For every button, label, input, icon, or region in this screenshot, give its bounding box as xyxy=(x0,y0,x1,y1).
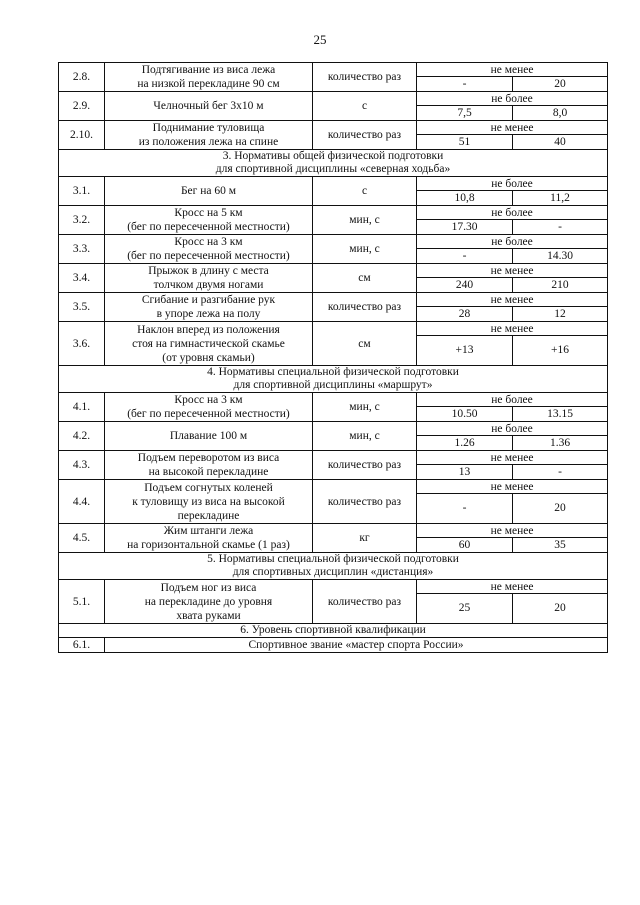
exercise-name-line: Подъем переворотом из виса xyxy=(137,452,280,464)
exercise-name xyxy=(105,264,313,293)
row-number: 3.6. xyxy=(59,322,105,366)
exercise-name xyxy=(105,206,313,235)
value-male: 240 xyxy=(417,278,513,293)
value-male: 10.50 xyxy=(417,407,513,422)
exercise-name xyxy=(105,92,313,121)
value-female: - xyxy=(513,465,608,480)
section-heading-line: для спортивной дисциплины «маршрут» xyxy=(233,379,433,391)
table-row xyxy=(59,480,608,494)
exercise-name-line: стоя на гимнастической скамье xyxy=(132,337,285,350)
exercise-name-line: Кросс на 3 км xyxy=(174,394,243,406)
exercise-name-line: Плавание 100 м xyxy=(169,430,248,442)
value-female: 13.15 xyxy=(513,407,608,422)
section-heading-line: 5. Нормативы специальной физической подготовки xyxy=(207,553,459,565)
value-male: 17.30 xyxy=(417,220,513,235)
table-row xyxy=(59,422,608,436)
row-number: 4.5. xyxy=(59,524,105,553)
condition-cell: не более xyxy=(417,92,608,106)
exercise-name xyxy=(105,451,313,480)
section-row xyxy=(59,553,608,580)
table-row xyxy=(59,206,608,220)
exercise-name-line: (от уровня скамьи) xyxy=(162,351,255,364)
value-female: - xyxy=(513,220,608,235)
exercise-name xyxy=(105,121,313,150)
section-heading-line: 4. Нормативы специальной физической подготовки xyxy=(207,366,459,378)
unit-cell: количество раз xyxy=(313,63,417,92)
unit-cell: кг xyxy=(313,524,417,553)
section-heading-line: для спортивных дисциплин «дистанция» xyxy=(232,566,434,578)
exercise-name-line: Поднимание туловища xyxy=(152,122,265,134)
section-heading-line: для спортивной дисциплины «северная ходьба» xyxy=(215,163,451,175)
unit-cell: мин, с xyxy=(313,422,417,451)
exercise-name-line: Бег на 60 м xyxy=(180,185,237,197)
table-row xyxy=(59,393,608,407)
exercise-name-line: Кросс на 5 км xyxy=(174,207,243,219)
unit-cell: с xyxy=(313,92,417,121)
value-male: 7,5 xyxy=(417,106,513,121)
exercise-name xyxy=(105,422,313,451)
value-female: 12 xyxy=(513,307,608,322)
exercise-name-line: (бег по пересеченной местности) xyxy=(127,250,290,262)
value-male: 1.26 xyxy=(417,436,513,451)
condition-cell: не менее xyxy=(417,322,608,336)
exercise-name-line: Наклон вперед из положения xyxy=(137,323,280,336)
rank-title: Спортивное звание «мастер спорта России» xyxy=(105,638,608,653)
exercise-name xyxy=(105,63,313,92)
value-male: - xyxy=(417,249,513,264)
condition-cell: не менее xyxy=(417,293,608,307)
value-female: 11,2 xyxy=(513,191,608,206)
exercise-name-line: (бег по пересеченной местности) xyxy=(127,221,290,233)
value-female: 14.30 xyxy=(513,249,608,264)
unit-cell: количество раз xyxy=(313,580,417,624)
row-number: 6.1. xyxy=(59,638,105,653)
exercise-name xyxy=(105,293,313,322)
table-row xyxy=(59,638,608,653)
row-number: 3.1. xyxy=(59,177,105,206)
table-row xyxy=(59,580,608,594)
table-row xyxy=(59,235,608,249)
exercise-name-line: Подтягивание из виса лежа xyxy=(141,64,276,76)
row-number: 3.3. xyxy=(59,235,105,264)
exercise-name xyxy=(105,524,313,553)
value-female: 1.36 xyxy=(513,436,608,451)
exercise-name xyxy=(105,235,313,264)
section-row xyxy=(59,624,608,638)
table-row xyxy=(59,451,608,465)
exercise-name-line: на высокой перекладине xyxy=(148,466,269,478)
norms-table xyxy=(58,62,608,653)
table-row xyxy=(59,121,608,135)
exercise-name xyxy=(105,322,313,366)
exercise-name xyxy=(105,393,313,422)
exercise-name xyxy=(105,480,313,524)
condition-cell: не менее xyxy=(417,480,608,494)
condition-cell: не более xyxy=(417,422,608,436)
value-female: +16 xyxy=(513,336,608,366)
value-female: 20 xyxy=(513,494,608,524)
exercise-name-line: толчком двумя ногами xyxy=(153,279,264,291)
value-male: 60 xyxy=(417,538,513,553)
exercise-name-line: на низкой перекладине 90 см xyxy=(137,78,280,90)
page-number: 25 xyxy=(313,32,327,47)
value-male: - xyxy=(417,77,513,92)
condition-cell: не более xyxy=(417,235,608,249)
condition-cell: не менее xyxy=(417,580,608,594)
value-female: 40 xyxy=(513,135,608,150)
section-heading xyxy=(59,150,608,177)
exercise-name-line: Сгибание и разгибание рук xyxy=(141,294,276,306)
unit-cell: мин, с xyxy=(313,235,417,264)
condition-cell: не более xyxy=(417,393,608,407)
row-number: 2.9. xyxy=(59,92,105,121)
section-heading-line: 3. Нормативы общей физической подготовки xyxy=(222,150,444,162)
unit-cell: мин, с xyxy=(313,393,417,422)
section-heading-line: 6. Уровень спортивной квалификации xyxy=(240,624,426,636)
value-male: +13 xyxy=(417,336,513,366)
section-heading xyxy=(59,366,608,393)
value-male: - xyxy=(417,494,513,524)
unit-cell: количество раз xyxy=(313,121,417,150)
table-row xyxy=(59,63,608,77)
condition-cell: не менее xyxy=(417,63,608,77)
row-number: 4.3. xyxy=(59,451,105,480)
unit-cell: количество раз xyxy=(313,451,417,480)
value-female: 20 xyxy=(513,77,608,92)
condition-cell: не менее xyxy=(417,451,608,465)
exercise-name-line: перекладине xyxy=(177,509,240,522)
row-number: 2.10. xyxy=(59,121,105,150)
value-female: 210 xyxy=(513,278,608,293)
exercise-name-line: Подъем согнутых коленей xyxy=(144,481,273,494)
value-female: 35 xyxy=(513,538,608,553)
table-row xyxy=(59,264,608,278)
section-row xyxy=(59,366,608,393)
unit-cell: см xyxy=(313,264,417,293)
exercise-name-line: на перекладине до уровня xyxy=(144,595,273,608)
row-number: 4.1. xyxy=(59,393,105,422)
section-heading xyxy=(59,624,608,638)
row-number: 3.2. xyxy=(59,206,105,235)
condition-cell: не более xyxy=(417,206,608,220)
exercise-name-line: Подъем ног из виса xyxy=(160,581,257,594)
exercise-name-line: Кросс на 3 км xyxy=(174,236,243,248)
section-row xyxy=(59,150,608,177)
exercise-name-line: на горизонтальной скамье (1 раз) xyxy=(127,539,290,551)
row-number: 5.1. xyxy=(59,580,105,624)
exercise-name-line: Челночный бег 3x10 м xyxy=(153,100,264,112)
value-female: 20 xyxy=(513,594,608,624)
value-male: 13 xyxy=(417,465,513,480)
exercise-name-line: хвата руками xyxy=(176,609,241,622)
table-row xyxy=(59,177,608,191)
table-row xyxy=(59,524,608,538)
unit-cell: мин, с xyxy=(313,206,417,235)
exercise-name-line: (бег по пересеченной местности) xyxy=(127,408,290,420)
condition-cell: не менее xyxy=(417,524,608,538)
unit-cell: количество раз xyxy=(313,293,417,322)
condition-cell: не менее xyxy=(417,264,608,278)
exercise-name xyxy=(105,177,313,206)
unit-cell: количество раз xyxy=(313,480,417,524)
table-row xyxy=(59,293,608,307)
row-number: 3.4. xyxy=(59,264,105,293)
value-male: 28 xyxy=(417,307,513,322)
condition-cell: не более xyxy=(417,177,608,191)
exercise-name-line: Прыжок в длину с места xyxy=(148,265,269,277)
value-male: 10,8 xyxy=(417,191,513,206)
unit-cell: с xyxy=(313,177,417,206)
value-female: 8,0 xyxy=(513,106,608,121)
row-number: 4.4. xyxy=(59,480,105,524)
value-male: 25 xyxy=(417,594,513,624)
exercise-name-line: к туловищу из виса на высокой xyxy=(132,495,285,508)
condition-cell: не менее xyxy=(417,121,608,135)
exercise-name xyxy=(105,580,313,624)
table-row xyxy=(59,92,608,106)
exercise-name-line: Жим штанги лежа xyxy=(163,525,254,537)
section-heading xyxy=(59,553,608,580)
exercise-name-line: из положения лежа на спине xyxy=(138,136,279,148)
exercise-name-line: в упоре лежа на полу xyxy=(156,308,261,320)
value-male: 51 xyxy=(417,135,513,150)
row-number: 2.8. xyxy=(59,63,105,92)
table-row xyxy=(59,322,608,336)
unit-cell: см xyxy=(313,322,417,366)
row-number: 3.5. xyxy=(59,293,105,322)
row-number: 4.2. xyxy=(59,422,105,451)
